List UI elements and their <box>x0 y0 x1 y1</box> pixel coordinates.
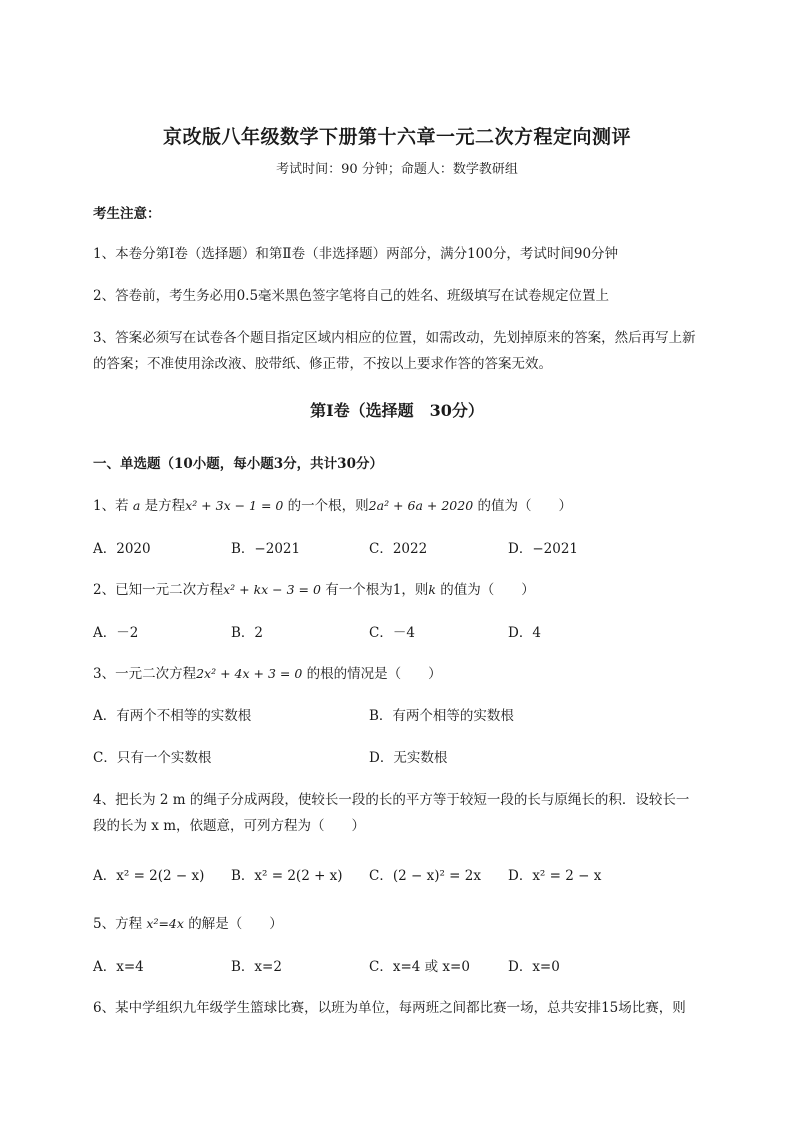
option-c: C．x=4 或 x=0 <box>369 959 470 975</box>
option-d: D．x² = 2 − x <box>508 868 602 884</box>
page-title: 京改版八年级数学下册第十六章一元二次方程定向测评 <box>162 126 631 148</box>
option-c: C．2022 <box>369 541 428 557</box>
question-3: 3、一元二次方程2x² + 4x + 3 = 0 的根的情况是（ ） <box>93 666 442 682</box>
option-b: B．2 <box>231 625 264 641</box>
question-2: 2、已知一元二次方程x² + kx − 3 = 0 有一个根为1，则k 的值为（ ） <box>93 582 535 598</box>
notice-item: 3、答案必须写在试卷各个题目指定区域内相应的位置，如需改动，先划掉原来的答案，然后再写上新 <box>93 330 696 346</box>
option-b: B．x=2 <box>231 959 282 975</box>
notice-item-continued: 的答案；不准使用涂改液、胶带纸、修正带，不按以上要求作答的答案无效。 <box>93 356 552 372</box>
question-6: 6、某中学组织九年级学生篮球比赛，以班为单位，每两班之间都比赛一场，总共安排15场比赛，则 <box>93 1000 686 1016</box>
section-title: 第I卷（选择题 30分） <box>310 401 484 420</box>
notice-item: 2、答卷前，考生务必用0.5毫米黑色签字笔将自己的姓名、班级填写在试卷规定位置上 <box>93 288 610 304</box>
option-b: B．x² = 2(2 + x) <box>231 868 343 884</box>
notice-item: 1、本卷分第I卷（选择题）和第Ⅱ卷（非选择题）两部分，满分100分，考试时间90分钟 <box>93 246 619 262</box>
question-4-continued: 段的长为 x m，依题意，可列方程为（ ） <box>93 818 365 834</box>
option-a: A．x² = 2(2 − x) <box>93 868 205 884</box>
option-d: D．−2021 <box>508 541 578 557</box>
exam-info: 考试时间：90 分钟；命题人：数学教研组 <box>276 162 518 177</box>
option-c: C．－4 <box>369 625 415 641</box>
option-a: A．2020 <box>93 541 151 557</box>
option-c: C．只有一个实数根 <box>93 750 212 766</box>
option-d: D．4 <box>508 625 541 641</box>
option-d: D．x=0 <box>508 959 560 975</box>
notice-heading: 考生注意： <box>93 206 161 222</box>
option-d: D．无实数根 <box>369 750 448 766</box>
option-a: A．－2 <box>93 625 139 641</box>
part-title: 一、单选题（10小题，每小题3分，共计30分） <box>93 456 383 472</box>
question-1: 1、若 a 是方程x² + 3x − 1 = 0 的一个根，则2a² + 6a + 2020 的值为（ ） <box>93 498 572 514</box>
option-a: A．有两个不相等的实数根 <box>93 708 252 724</box>
question-4: 4、把长为 2 m 的绳子分成两段，使较长一段的长的平方等于较短一段的长与原绳长的积．设较长一 <box>93 792 690 808</box>
option-a: A．x=4 <box>93 959 144 975</box>
option-b: B．−2021 <box>231 541 301 557</box>
question-5: 5、方程 x²=4x 的解是（ ） <box>93 916 283 932</box>
option-c: C．(2 − x)² = 2x <box>369 868 481 884</box>
option-b: B．有两个相等的实数根 <box>369 708 514 724</box>
